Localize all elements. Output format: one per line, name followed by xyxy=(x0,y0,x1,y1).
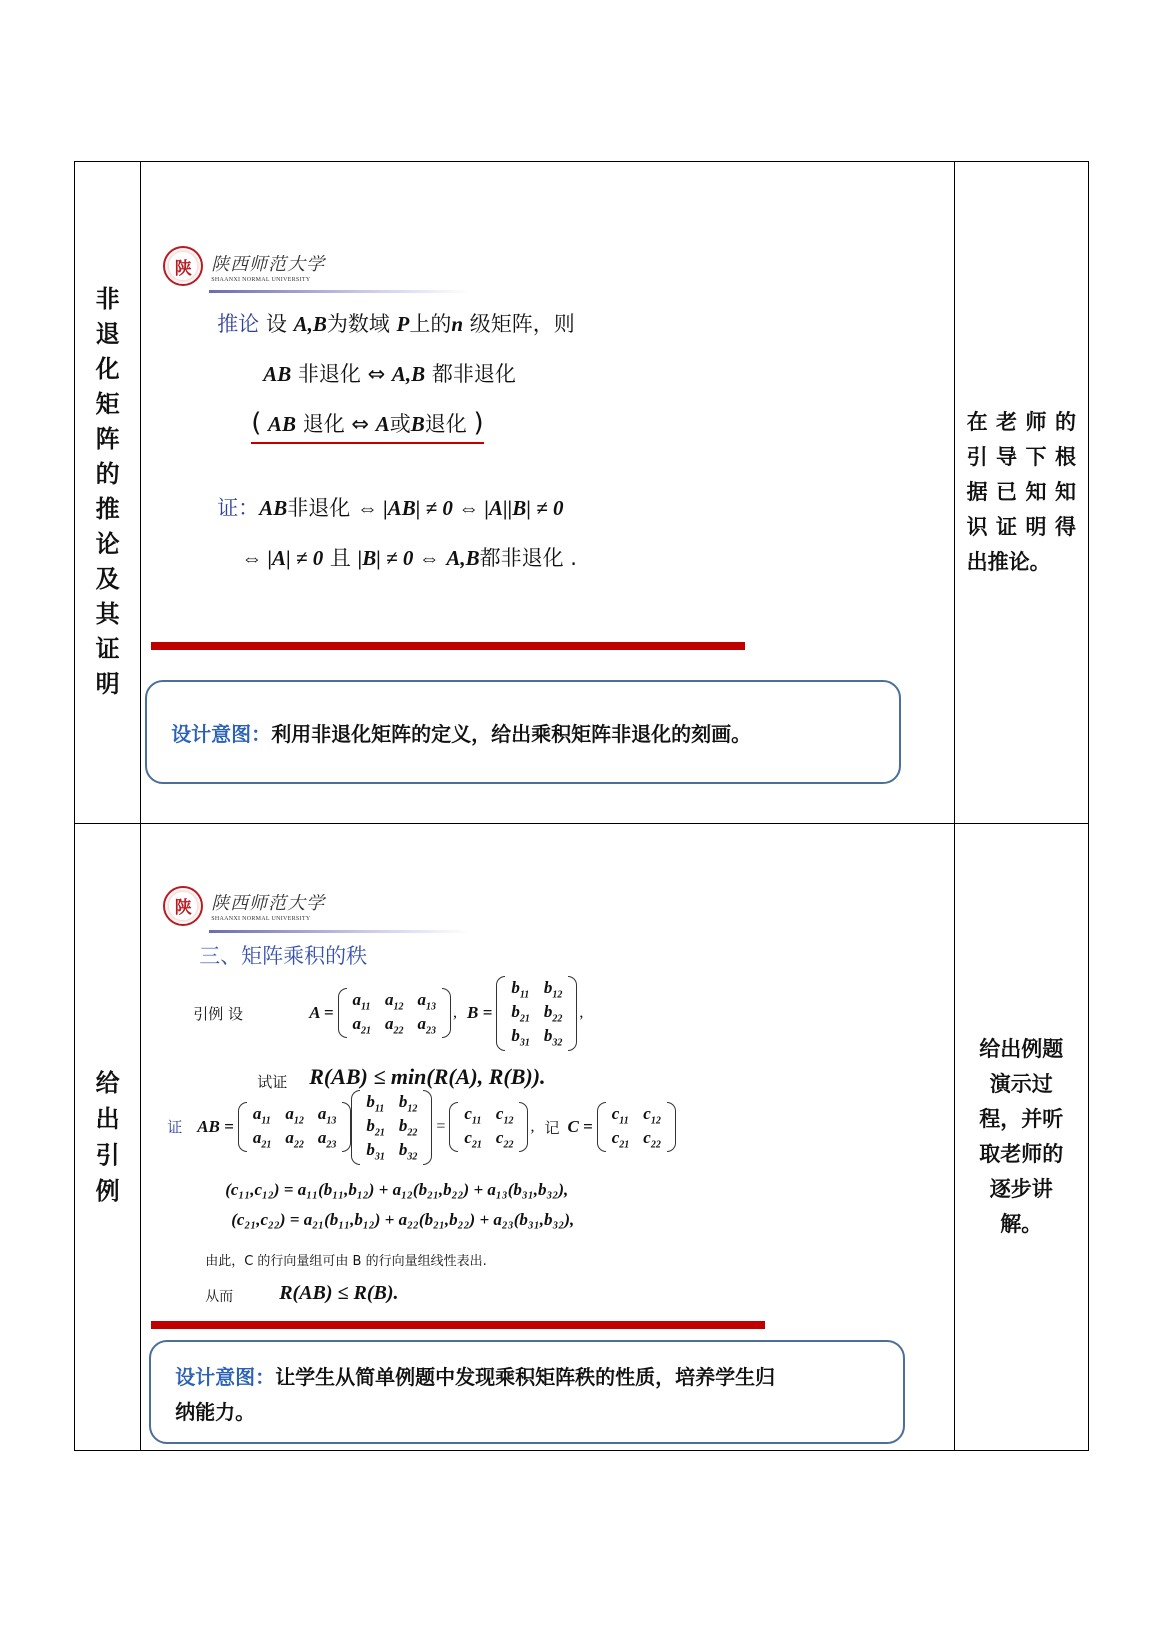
proof-line-2 xyxy=(241,542,577,572)
math-symbol: A,B xyxy=(391,362,426,386)
row-label-vertical xyxy=(75,1065,140,1209)
denote-label: 记 xyxy=(544,1118,560,1137)
design-intent-text: 让学生从简单例题中发现乘积矩阵秩的性质，培养学生归 xyxy=(275,1364,776,1389)
slide-divider-bar xyxy=(151,642,745,650)
proof-line-1 xyxy=(217,492,563,522)
note-line: 演示过 xyxy=(989,1071,1053,1096)
math-symbol: A,B xyxy=(293,312,327,336)
math-expression: |B| ≠ 0 ⇔ xyxy=(357,546,440,570)
table-row-corollary xyxy=(75,162,1089,824)
label-char: 退 xyxy=(95,320,120,349)
note-line: 程，并听 xyxy=(979,1106,1064,1131)
math-expression: ⇔ |A| ≠ 0 xyxy=(241,546,324,570)
thus-label: 从而 xyxy=(205,1288,234,1305)
statement-text: 或 xyxy=(389,412,411,436)
design-intent-text: 利用非退化矩阵的定义，给出乘积矩阵非退化的刻画。 xyxy=(271,722,752,746)
row-equation-1: (c₁₁,c₁₂) = a₁₁(b₁₁,b₁₂) + a₁₂(b₂₁,b₂₂) + a₁₃(b₃₁,b₃₂), xyxy=(225,1179,569,1199)
slide-corollary xyxy=(141,162,953,823)
lesson-table xyxy=(74,161,1089,1451)
label-char: 其 xyxy=(95,600,120,629)
statement-text: 都非退化 xyxy=(479,546,564,570)
matrix-C: $c_{11}$ $c_{12}$ $c_{21}$ $c_{22}$ xyxy=(597,1102,676,1153)
prove-label: 试证 xyxy=(257,1072,288,1091)
matrix-C-product: $c_{11}$ $c_{12}$ $c_{21}$ $c_{22}$ xyxy=(449,1102,528,1153)
math-symbol: B = xyxy=(467,1003,493,1023)
logo-english-name: SHAANXI NORMAL UNIVERSITY xyxy=(211,916,311,922)
row-label-vertical xyxy=(75,282,140,702)
label-char: 非 xyxy=(95,285,120,314)
matrix-A-repeat: $a_{11}$ $a_{12}$ $a_{13}$ $a_{21}$ $a_{22}$ $a_{23}$ xyxy=(238,1102,352,1153)
note-line: 给出例题 xyxy=(979,1036,1064,1061)
statement-text: 级矩阵，则 xyxy=(469,312,575,336)
prove-formula: R(AB) ≤ min(R(A), R(B)). xyxy=(309,1063,546,1089)
equivalence-line xyxy=(263,358,516,388)
math-symbol: AB xyxy=(263,362,292,386)
matrix-A: $a_{11}$ $a_{12}$ $a_{13}$ $a_{21}$ $a_{22}$ $a_{23}$ xyxy=(338,988,452,1039)
product-block: AB = $a_{11}$ $a_{12}$ $a_{13}$ $a_{21}$ $a_{22}$ $a_{23}$ $b_{11}$ $b_{12}$ $b_{21}$ $b_{22}$ $b_{31}$ $b_{32}$ = $c_{11}$ $c_{12}$ $c_{21}$ $c_{22}$ , 记 C = $c_{11}$ $c_{12}$ $c_{21}$ $c_{22}$ xyxy=(197,1090,676,1165)
corollary-label: 推论 xyxy=(217,312,260,336)
note-line: 逐步讲 xyxy=(989,1176,1053,1201)
math-symbol: AB xyxy=(268,412,297,436)
student-activity-note xyxy=(955,1032,1088,1242)
math-symbol: A xyxy=(375,412,390,436)
label-char: 推 xyxy=(95,495,120,524)
math-symbol: A = xyxy=(309,1003,334,1023)
design-intent-box xyxy=(145,680,901,784)
label-char: 阵 xyxy=(95,425,120,454)
label-char: 及 xyxy=(95,565,120,594)
statement-text: 且 xyxy=(329,546,351,570)
slide-example xyxy=(141,824,953,1451)
note-line: 解。 xyxy=(1000,1211,1043,1236)
math-symbol: C = xyxy=(567,1117,593,1137)
note-cell xyxy=(954,162,1088,824)
statement-text: 退化 xyxy=(424,412,467,436)
label-char: 的 xyxy=(95,460,120,489)
note-cell xyxy=(954,823,1088,1451)
note-line: 据已知知 xyxy=(966,479,1076,504)
slide-cell xyxy=(141,162,954,824)
student-activity-note xyxy=(955,405,1088,580)
row-label-cell xyxy=(75,162,141,824)
math-expression: ⇔ |AB| ≠ 0 ⇔ |A||B| ≠ 0 xyxy=(356,496,564,520)
statement-text: 为数域 xyxy=(326,312,390,336)
equivalence-arrow: ⇔ xyxy=(367,362,386,386)
equivalence-arrow: ⇔ xyxy=(351,412,370,436)
math-symbol: P xyxy=(396,312,410,336)
logo-chinese-name: 陕西师范大学 xyxy=(211,253,326,275)
thus-formula: R(AB) ≤ R(B). xyxy=(279,1281,399,1304)
label-char: 证 xyxy=(95,635,120,664)
slide-cell xyxy=(141,823,954,1451)
section-title: 三、矩阵乘积的秩 xyxy=(199,943,368,968)
row-label-cell xyxy=(75,823,141,1451)
corollary-statement xyxy=(217,308,575,338)
paren: ) xyxy=(473,408,484,438)
statement-text: 设 xyxy=(265,312,287,336)
logo-english-name: SHAANXI NORMAL UNIVERSITY xyxy=(211,276,311,283)
note-line: 取老师的 xyxy=(979,1141,1064,1166)
university-seal: 陕 xyxy=(163,886,203,926)
contrapositive-line xyxy=(251,408,483,444)
note-line: 在老师的 xyxy=(966,409,1076,434)
design-intent-label: 设计意图： xyxy=(171,722,272,746)
statement-text: . xyxy=(570,546,577,570)
row-equation-2: (c₂₁,c₂₂) = a₂₁(b₁₁,b₁₂) + a₂₂(b₂₁,b₂₂) + a₂₃(b₃₁,b₃₂), xyxy=(231,1209,575,1229)
statement-text: 非退化 xyxy=(297,362,361,386)
university-seal: 陕 xyxy=(163,246,203,286)
logo-underline xyxy=(209,290,469,293)
design-intent-label: 设计意图： xyxy=(175,1364,276,1389)
design-intent-box xyxy=(149,1340,905,1444)
statement-text: 退化 xyxy=(302,412,345,436)
label-char: 出 xyxy=(95,1104,120,1133)
statement-text: 上的 xyxy=(409,312,452,336)
logo-chinese-name: 陕西师范大学 xyxy=(211,893,326,914)
matrix-A-block: A = $a_{11}$ $a_{12}$ $a_{13}$ $a_{21}$ $a_{22}$ $a_{23}$ , B = $b_{11}$ $b_{12}$ $b_{21}$ $b_{22}$ $b_{31}$ $b_{32}$ , xyxy=(309,977,584,1049)
label-char: 给 xyxy=(95,1068,120,1097)
label-char: 矩 xyxy=(95,390,120,419)
math-symbol: AB = xyxy=(197,1117,234,1137)
example-label: 引例 设 xyxy=(193,1004,243,1023)
note-line: 识证明得 xyxy=(966,514,1076,539)
university-logo xyxy=(163,886,325,926)
university-logo xyxy=(163,246,325,286)
note-line: 引导下根 xyxy=(966,444,1076,469)
logo-underline xyxy=(209,930,469,933)
label-char: 明 xyxy=(95,670,120,699)
label-char: 例 xyxy=(95,1176,120,1205)
statement-text: 非退化 xyxy=(287,496,351,520)
matrix-B-repeat: $b_{11}$ $b_{12}$ $b_{21}$ $b_{22}$ $b_{31}$ $b_{32}$ xyxy=(351,1090,432,1165)
statement-text: 都非退化 xyxy=(431,362,516,386)
slide-divider-bar xyxy=(151,1321,765,1329)
paren: ( xyxy=(251,408,262,438)
proof-label: 证 xyxy=(167,1117,183,1136)
math-symbol: A,B xyxy=(446,546,480,570)
label-char: 引 xyxy=(95,1140,120,1169)
table-row-example xyxy=(75,823,1089,1451)
matrix-B: $b_{11}$ $b_{12}$ $b_{21}$ $b_{22}$ $b_{31}$ $b_{32}$ xyxy=(496,976,577,1051)
conclusion-text: 由此，C 的行向量组可由 B 的行向量组线性表出. xyxy=(205,1253,487,1269)
label-char: 化 xyxy=(95,355,120,384)
math-symbol: n xyxy=(451,312,464,336)
math-symbol: AB xyxy=(259,496,288,520)
label-char: 论 xyxy=(95,530,120,559)
proof-label: 证： xyxy=(217,496,260,520)
note-line: 出推论。 xyxy=(966,549,1051,574)
design-intent-text: 纳能力。 xyxy=(175,1399,256,1424)
math-symbol: B xyxy=(410,412,425,436)
